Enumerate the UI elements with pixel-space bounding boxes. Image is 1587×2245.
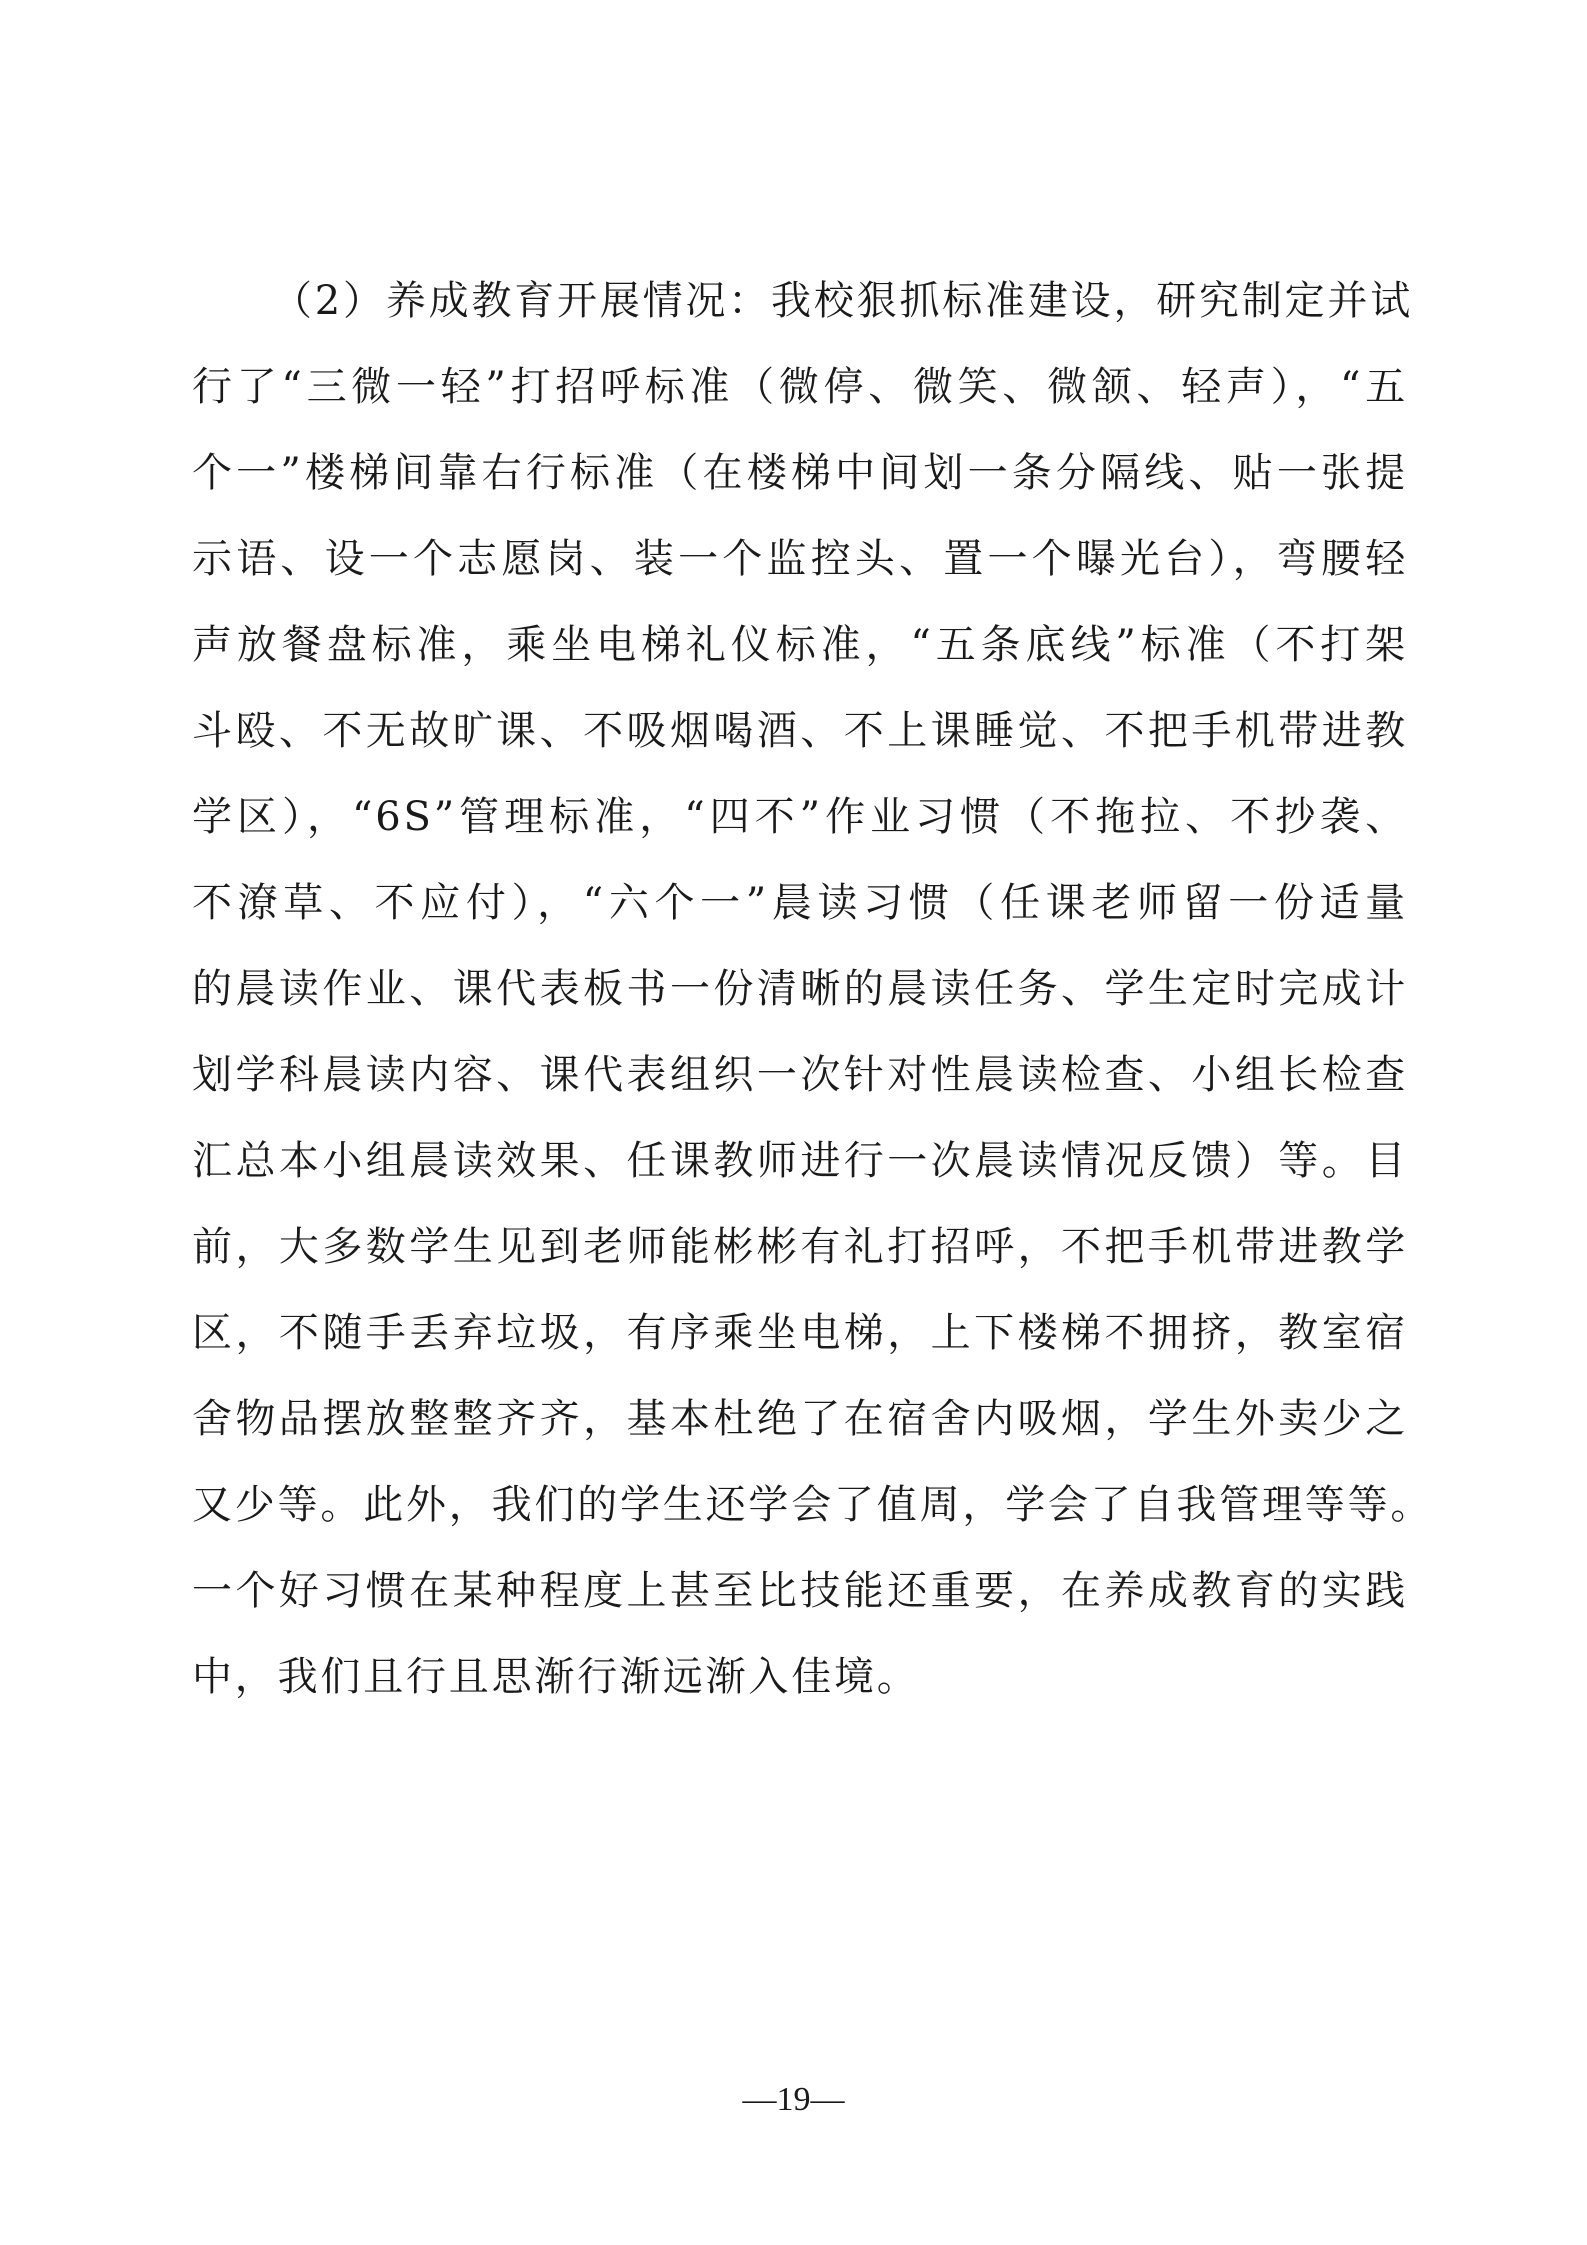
- paragraph-line: （2）养成教育开展情况：我校狠抓标准建设，研究制定并试: [272, 278, 1414, 324]
- paragraph-line: 划学科晨读内容、课代表组织一次针对性晨读检查、小组长检查: [192, 1052, 1408, 1098]
- paragraph-line: 行了“三微一轻”打招呼标准（微停、微笑、微颔、轻声），“五: [192, 364, 1408, 410]
- paragraph-line: 示语、设一个志愿岗、装一个监控头、置一个曝光台），弯腰轻: [192, 536, 1408, 582]
- paragraph-line: 个一”楼梯间靠右行标准（在楼梯中间划一条分隔线、贴一张提: [192, 450, 1408, 496]
- paragraph-line: 中，我们且行且思渐行渐远渐入佳境。: [192, 1654, 920, 1700]
- paragraph-line: 声放餐盘标准，乘坐电梯礼仪标准，“五条底线”标准（不打架: [192, 622, 1408, 668]
- paragraph-habit-education: [192, 258, 1434, 1720]
- paragraph-line: 一个好习惯在某种程度上甚至比技能还重要，在养成教育的实践: [192, 1568, 1408, 1614]
- paragraph-line: 不潦草、不应付），“六个一”晨读习惯（任课老师留一份适量: [192, 880, 1408, 926]
- paragraph-line: 学区），“6S”管理标准，“四不”作业习惯（不拖拉、不抄袭、: [192, 794, 1408, 840]
- paragraph-line: 前，大多数学生见到老师能彬彬有礼打招呼，不把手机带进教学: [192, 1224, 1408, 1270]
- paragraph-line: 又少等。此外，我们的学生还学会了值周，学会了自我管理等等。: [192, 1482, 1434, 1528]
- paragraph-line: 舍物品摆放整整齐齐，基本杜绝了在宿舍内吸烟，学生外卖少之: [192, 1396, 1408, 1442]
- paragraph-line: 的晨读作业、课代表板书一份清晰的晨读任务、学生定时完成计: [192, 966, 1408, 1012]
- paragraph-line: 汇总本小组晨读效果、任课教师进行一次晨读情况反馈）等。目: [192, 1138, 1408, 1184]
- paragraph-line: 斗殴、不无故旷课、不吸烟喝酒、不上课睡觉、不把手机带进教: [192, 708, 1408, 754]
- paragraph-line: 区，不随手丢弃垃圾，有序乘坐电梯，上下楼梯不拥挤，教室宿: [192, 1310, 1408, 1356]
- page-number: —19—: [742, 2081, 845, 2118]
